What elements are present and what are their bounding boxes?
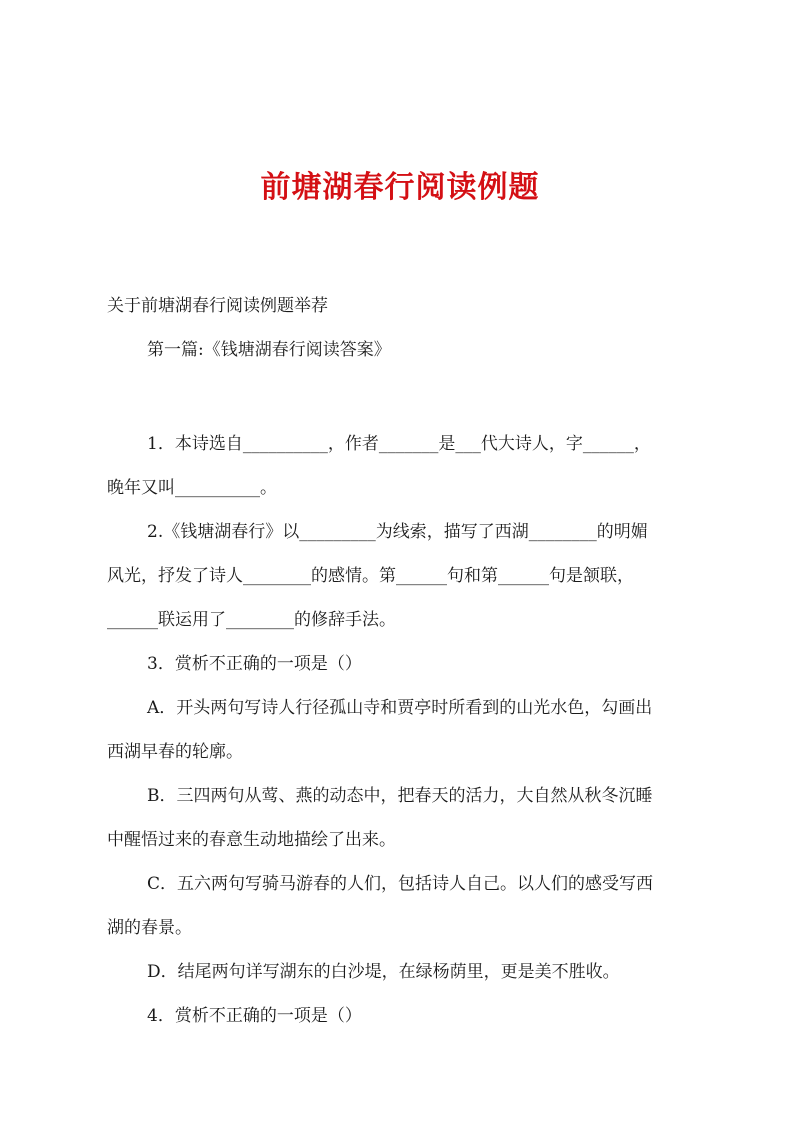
question-3-option-a-line-2: 西湖早春的轮廓。 [107,742,243,762]
spacer [107,372,705,422]
document-body [107,284,705,1038]
question-1-line-2: 晚年又叫__________。 [107,478,277,498]
question-3-option-c-line-1: C．五六两句写骑马游春的人们，包括诗人自己。以人们的感受写西 [147,874,654,894]
intro-line: 关于前塘湖春行阅读例题举荐 [107,296,328,316]
question-3-option-a-line-1: A．开头两句写诗人行径孤山寺和贾亭时所看到的山光水色，勾画出 [147,698,653,718]
section-heading: 第一篇:《钱塘湖春行阅读答案》 [147,340,391,360]
question-1-line-1: 1．本诗选自__________，作者_______是___代大诗人，字______， [147,434,651,454]
question-2-line-2: 风光，抒发了诗人________的感情。第______句和第______句是颔联， [107,566,634,586]
question-3-option-b-line-2: 中醒悟过来的春意生动地描绘了出来。 [107,830,396,850]
question-2-line-1: 2.《钱塘湖春行》以_________为线索，描写了西湖________的明媚 [147,522,648,542]
question-3-option-d-line-1: D．结尾两句详写湖东的白沙堤，在绿杨荫里，更是美不胜收。 [147,962,620,982]
question-3-option-b-line-1: B．三四两句从莺、燕的动态中，把春天的活力，大自然从秋冬沉睡 [147,786,653,806]
question-3-option-c-line-2: 湖的春景。 [107,918,192,938]
question-2-line-3: ______联运用了________的修辞手法。 [107,610,396,630]
question-4-stem: 4．赏析不正确的一项是（） [147,1006,362,1026]
document-title: 前塘湖春行阅读例题 [260,170,540,205]
question-3-stem: 3．赏析不正确的一项是（） [147,654,362,674]
